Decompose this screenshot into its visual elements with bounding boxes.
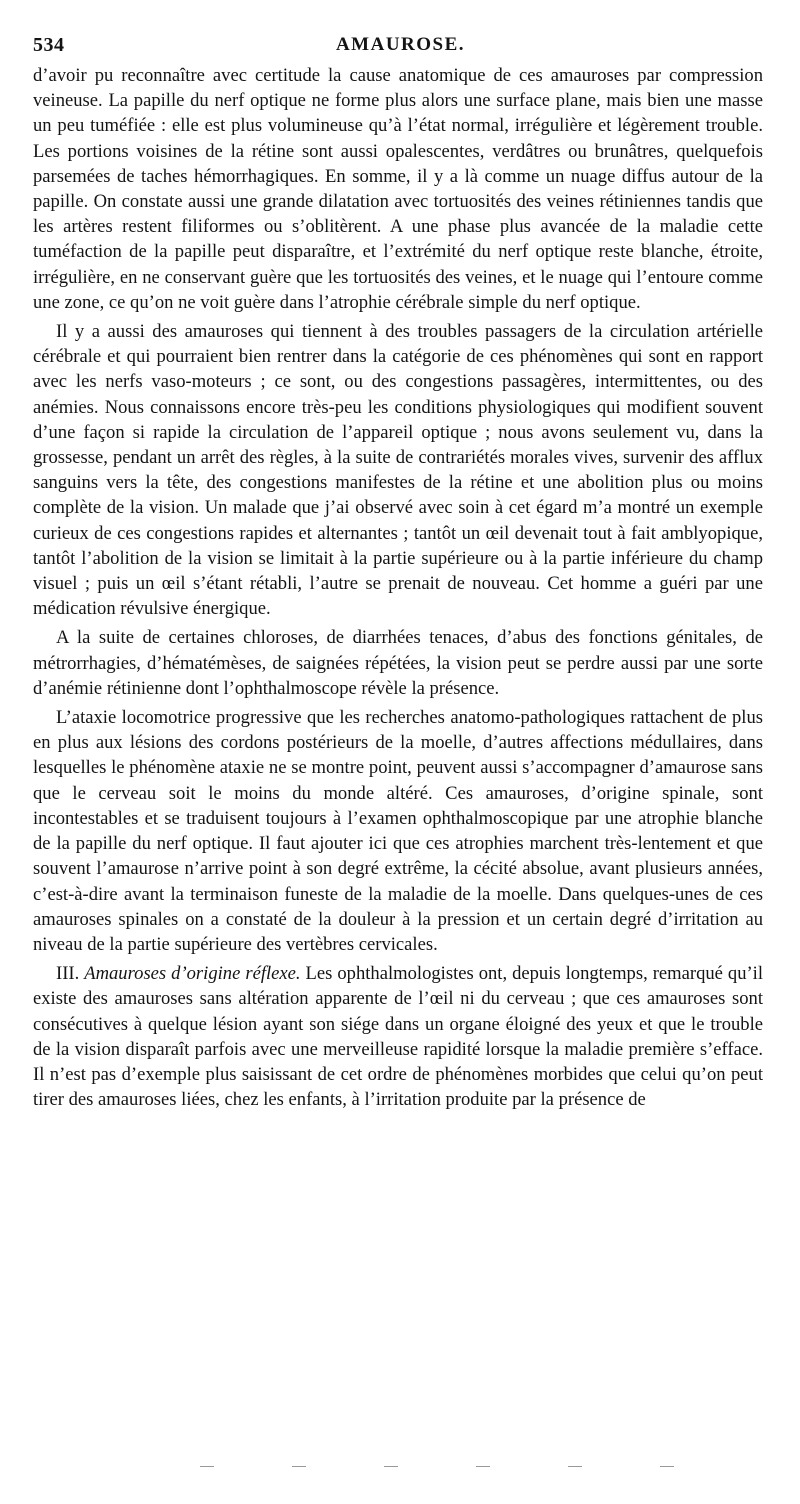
paragraph-3: A la suite de certaines chloroses, de diarrhées tenaces, d’abus des fonctions génitales, de métrorrhagies, d’hématémèses, de saignées répétées, la vision peut se perdre aussi par une sorte d’anémie rétinienne dont l’ophthalmoscope révèle la présence.: [33, 627, 763, 699]
page-header: [33, 34, 768, 60]
section-number: III.: [56, 963, 85, 985]
running-title: AMAUROSE.: [335, 34, 466, 55]
paragraph-1: d’avoir pu reconnaître avec certitude la cause anatomique de ces amauroses par compression veineuse. La papille du nerf optique ne forme plus alors une surface plane, mais bien une masse un peu tuméfiée : elle est plus volumineuse qu’à l’état normal, irrégulière et légèrement trouble. Les portions voisines de la rétine sont aussi opalescentes, verdâtres ou brunâtres, quelquefois parsemées de taches hémorrhagiques. En somme, il y a là comme un nuage diffus autour de la papille. On constate aussi une grande dilatation avec tortuosités des veines rétiniennes tandis que les artères restent filiformes ou s’oblitèrent. A une phase plus avancée de la maladie cette tuméfaction de la papille peut disparaître, et l’extrémité du nerf optique reste blanche, étroite, irrégulière, en ne conservant guère que les tortuosités des veines, et le nuage qui l’entoure comme une zone, ce qu’on ne voit guère dans l’atrophie cérébrale simple du nerf optique.: [33, 65, 763, 313]
paragraph-4: L’ataxie locomotrice progressive que les recherches anatomo-pathologiques rattachent de plus en plus aux lésions des cordons postérieurs de la moelle, d’autres affections médullaires, dans lesquelles le phénomène ataxie ne se montre point, peuvent aussi s’accompagner d’amaurose sans que le cerveau soit le moins du monde altéré. Ces amauroses, d’origine spinale, sont incontestables et se traduisent toujours à l’examen ophthalmoscopique par une atrophie blanche de la papille du nerf optique. Il faut ajouter ici que ces atrophies marchent très-lentement et que souvent l’amaurose n’arrive point à son degré extrême, la cécité absolue, avant plusieurs années, c’est-à-dire avant la terminaison funeste de la maladie de la moelle. Dans quelques-unes de ces amauroses spinales on a constaté de la douleur à la pression et un certain degré d’irritation au niveau de la partie supérieure des vertèbres cervicales.: [33, 707, 763, 955]
print-mark: [384, 1466, 398, 1467]
paragraph-5-text: Les ophthalmologistes ont, depuis longtemps, remarqué qu’il existe des amauroses sans altération apparente de l’œil ni du cerveau ; que ces amauroses sont consécutives à quelque lésion ayant son siége dans un organe éloigné des yeux et que le trouble de la vision disparaît parfois avec une merveilleuse rapidité lorsque la maladie première s’efface. Il n’est pas d’exemple plus saisissant de cet ordre de phénomènes morbides que celui qu’on peut tirer des amauroses liées, chez les enfants, à l’irritation produite par la présence de: [33, 963, 764, 1111]
print-mark: [292, 1466, 306, 1467]
print-mark: [568, 1466, 582, 1467]
paragraph-2: Il y a aussi des amauroses qui tiennent à des troubles passagers de la circulation artérielle cérébrale et qui pourraient bien rentrer dans la catégorie de ces phénomènes qui sont en rapport avec les nerfs vaso-moteurs ; ce sont, ou des congestions passagères, intermittentes, ou des anémies. Nous connaissons encore très-peu les conditions physiologiques qui modifient souvent d’une façon si rapide la circulation de l’appareil optique ; nous avons seulement vu, dans la grossesse, pendant un arrêt des règles, à la suite de contrariétés morales vives, survenir des afflux sanguins vers la tête, des congestions manifestes de la rétine et une abolition plus ou moins complète de la vision. Un malade que j’ai observé avec soin à cet égard m’a montré un exemple curieux de ces congestions rapides et alternantes ; tantôt un œil devenait tout à fait amblyopique, tantôt l’abolition de la vision se limitait à la partie supérieure ou à la partie inférieure du champ visuel ; puis un œil s’étant rétabli, l’autre se prenait de nouveau. Cet homme a guéri par une médication révulsive énergique.: [33, 321, 763, 620]
section-heading: Amauroses d’origine réflexe.: [84, 963, 301, 985]
print-mark: [200, 1466, 214, 1467]
paragraph-5: [33, 961, 763, 1112]
body-text: [33, 63, 763, 1116]
print-mark: [476, 1466, 490, 1467]
print-mark: [660, 1466, 674, 1467]
page-number: 534: [33, 34, 65, 56]
